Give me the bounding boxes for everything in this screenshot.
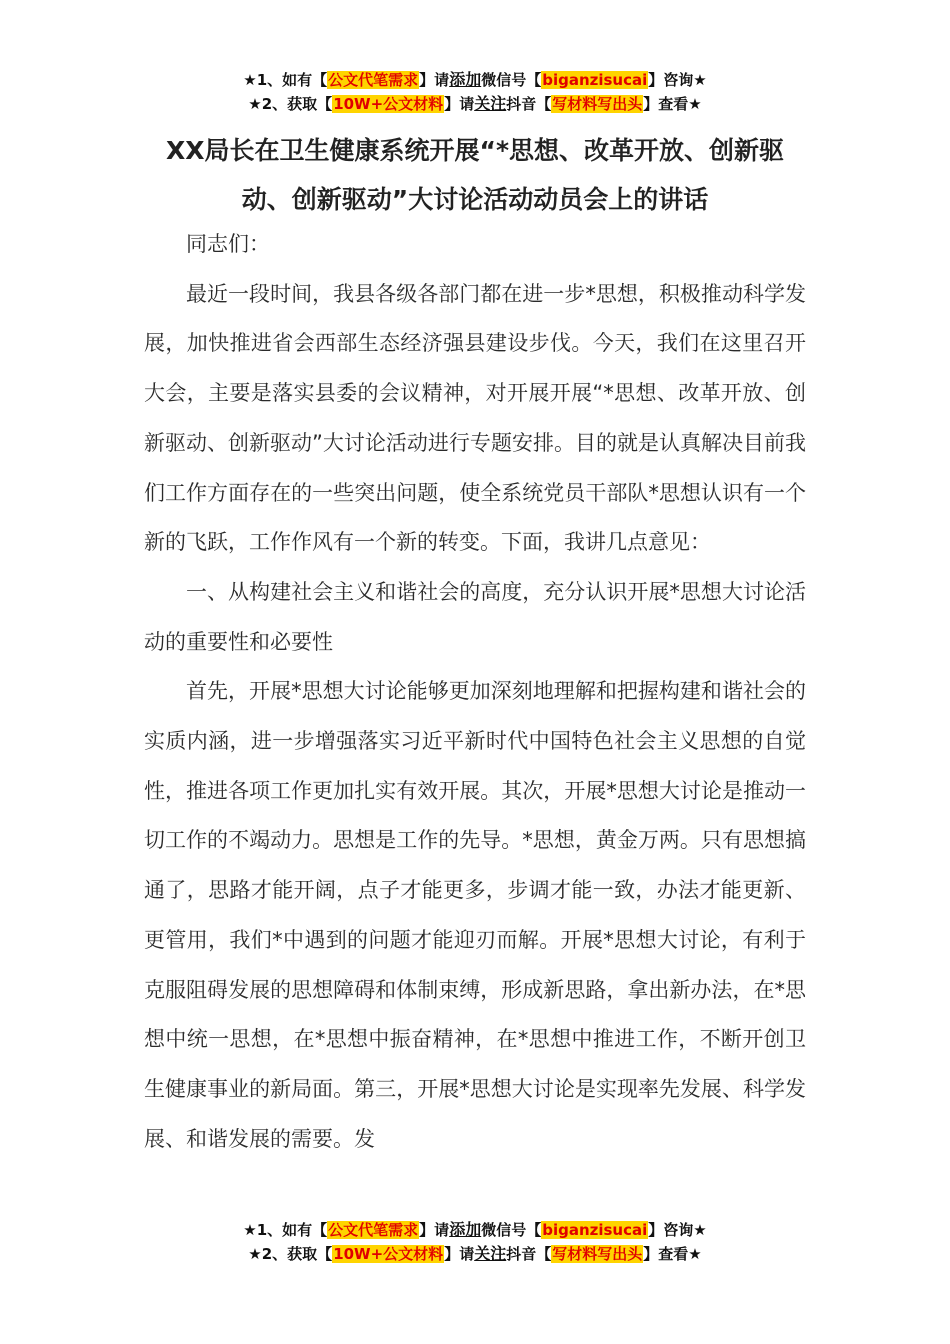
banner-text: 抖音【 — [506, 95, 552, 113]
highlight-wechat-id: biganzisucai — [542, 1221, 648, 1239]
highlight-materials: 10W+公文材料 — [333, 95, 444, 113]
salutation: 同志们： — [186, 232, 270, 256]
banner-text: 】咨询★ — [648, 1221, 707, 1239]
banner-underlined: 关注 — [474, 1244, 507, 1263]
section-heading: 一、从构建社会主义和谐社会的高度，充分认识开展*思想大讨论活动的重要性和必要性 — [144, 579, 806, 654]
banner-text: ★2、获取【 — [248, 1245, 333, 1263]
banner-text: 抖音【 — [506, 1245, 552, 1263]
top-banner — [0, 68, 950, 116]
highlight-service: 公文代笔需求 — [328, 71, 419, 89]
banner-text: 微信号【 — [481, 1221, 542, 1239]
banner-text: 】咨询★ — [648, 71, 707, 89]
banner-line-1 — [0, 1218, 950, 1242]
paragraph: 首先，开展*思想大讨论能够更加深刻地理解和把握构建和谐社会的实质内涵，进一步增强落实习近平新时代中国特色社会主义思想的自觉性，推进各项工作更加扎实有效开展。其次，开展*思想大讨论是推动一切工作的不竭动力。思想是工作的先导。*思想，黄金万两。只有思想搞通了，思路才能开阔，点子才能更多，步调才能一致，办法才能更新、更管用，我们*中遇到的问题才能迎刃而解。开展*思想大讨论，有利于克服阻碍发展的思想障碍和体制束缚，形成新思路，拿出新办法，在*思想中统一思想，在*思想中振奋精神，在*思想中推进工作，不断开创卫生健康事业的新局面。第三，开展*思想大讨论是实现率先发展、科学发展、和谐发展的需要。发 — [144, 679, 806, 1151]
banner-text: ★2、获取【 — [248, 95, 333, 113]
highlight-douyin: 写材料写出头 — [552, 95, 643, 113]
banner-text: 微信号【 — [481, 71, 542, 89]
document-title: XX局长在卫生健康系统开展“*思想、改革开放、创新驱动、创新驱动”大讨论活动动员会上的讲话 — [165, 136, 785, 214]
paragraph: 最近一段时间，我县各级各部门都在进一步*思想，积极推动科学发展，加快推进省会西部生态经济强县建设步伐。今天，我们在这里召开大会，主要是落实县委的会议精神，对开展开展“*思想、改革开放、创新驱动、创新驱动”大讨论活动进行专题安排。目的就是认真解决目前我们工作方面存在的一些突出问题，使全系统党员干部队*思想认识有一个新的飞跃，工作作风有一个新的转变。下面，我讲几点意见： — [144, 281, 806, 555]
banner-line-1 — [0, 68, 950, 92]
banner-text: 】查看★ — [643, 1245, 702, 1263]
banner-text: ★1、如有【 — [243, 1221, 328, 1239]
banner-text: 】请 — [444, 95, 475, 113]
highlight-wechat-id: biganzisucai — [542, 71, 648, 89]
banner-underlined: 添加 — [449, 70, 482, 89]
banner-text: 】请 — [444, 1245, 475, 1263]
highlight-materials: 10W+公文材料 — [333, 1245, 444, 1263]
highlight-service: 公文代笔需求 — [328, 1221, 419, 1239]
bottom-banner — [0, 1216, 950, 1266]
banner-underlined: 添加 — [449, 1220, 482, 1239]
banner-line-2 — [0, 1242, 950, 1266]
banner-text: 】请 — [419, 1221, 450, 1239]
banner-text: ★1、如有【 — [243, 71, 328, 89]
banner-line-2 — [0, 92, 950, 116]
highlight-douyin: 写材料写出头 — [552, 1245, 643, 1263]
document-body — [144, 220, 806, 1164]
banner-underlined: 关注 — [474, 94, 507, 113]
banner-text: 】请 — [419, 71, 450, 89]
banner-text: 】查看★ — [643, 95, 702, 113]
